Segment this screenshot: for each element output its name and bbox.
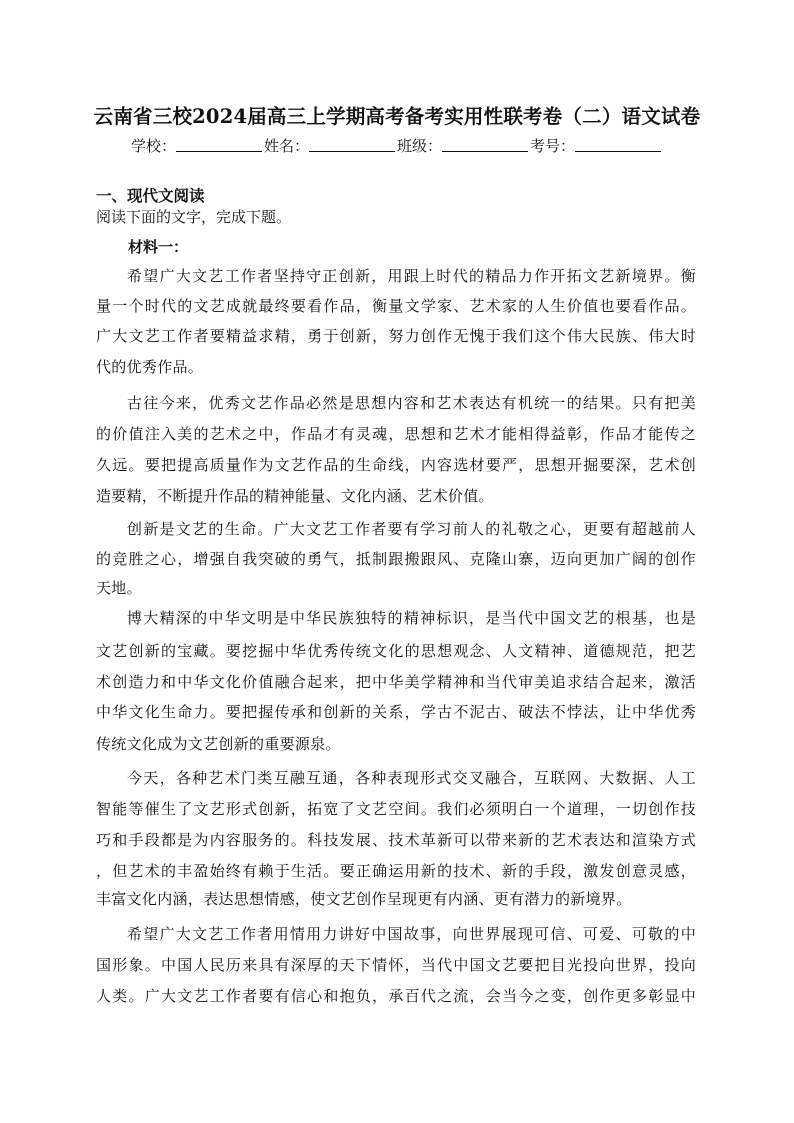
text-line: 代的优秀作品。 [96,358,204,376]
school-blank[interactable] [176,136,262,152]
text-line: 的竞胜之心，增强自我突破的勇气，抵制跟搬跟风、克隆山寨，迈向更加广阔的创作 [96,550,696,568]
text-line: 巧和手段都是为内容服务的。科技发展、技术革新可以带来新的艺术表达和渲染方式 [96,831,696,849]
text-line: 今天，各种艺术门类互融互通，各种表现形式交叉融合，互联网、大数据、人工 [127,769,696,787]
exam-number-label: 考号： [530,137,576,155]
text-line: 造要精，不断提升作品的精神能量、文化内涵、艺术价值。 [96,487,494,505]
exam-title: 云南省三校2024届高三上学期高考备考实用性联考卷（二）语文试卷 [93,105,701,128]
student-info-line [0,135,794,156]
text-line: 希望广大文艺工作者坚持守正创新，用跟上时代的精品力作开拓文艺新境界。衡 [127,267,696,285]
text-line: 中华文化生命力。要把握传承和创新的关系，学古不泥古、破法不悖法，让中华优秀 [96,703,696,721]
class-blank[interactable] [442,136,528,152]
text-line: 传统文化成为文艺创新的重要源泉。 [96,735,341,753]
text-line: ，但艺术的丰盈始终有赖于生活。要正确运用新的技术、新的手段，激发创意灵感， [96,862,696,880]
class-label: 班级： [397,137,443,155]
text-line: 广大文艺工作者要精益求精，勇于创新，努力创作无愧于我们这个伟大民族、伟大时 [96,327,696,345]
section-heading: 一、现代文阅读 [96,187,205,205]
text-line: 博大精深的中华文明是中华民族独特的精神标识，是当代中国文艺的根基，也是 [127,609,696,627]
material-label: 材料一： [128,238,189,256]
name-blank[interactable] [309,136,395,152]
text-line: 久远。要把提高质量作为文艺作品的生命线，内容选材要严，思想开掘要深，艺术创 [96,456,696,474]
text-line: 智能等催生了文艺形式创新，拓宽了文艺空间。我们必须明白一个道理，一切创作技 [96,800,696,818]
text-line: 天地。 [96,579,142,597]
text-line: 文艺创新的宝藏。要挖掘中华优秀传统文化的思想观念、人文精神、道德规范，把艺 [96,642,696,660]
school-label: 学校： [130,137,176,155]
text-line: 的价值注入美的艺术之中，作品才有灵魂，思想和艺术才能相得益彰，作品才能传之 [96,425,696,443]
text-line: 量一个时代的文艺成就最终要看作品，衡量文学家、艺术家的人生价值也要看作品。 [96,297,696,315]
text-line: 古往今来，优秀文艺作品必然是思想内容和艺术表达有机统一的结果。只有把美 [127,394,696,412]
text-line: 国形象。中国人民历来具有深厚的天下情怀，当代中国文艺要把目光投向世界，投向 [96,956,696,974]
exam-number-blank[interactable] [575,136,661,152]
text-line: 人类。广大文艺工作者要有信心和抱负，承百代之流，会当今之变，创作更多彰显中 [96,987,696,1005]
text-line: 希望广大文艺工作者用情用力讲好中国故事，向世界展现可信、可爱、可敬的中 [127,925,696,943]
text-line: 术创造力和中华文化价值融合起来，把中华美学精神和当代审美追求结合起来，激活 [96,673,696,691]
text-line: 创新是文艺的生命。广大文艺工作者要有学习前人的礼敬之心，更要有超越前人 [127,520,696,538]
section-instruction: 阅读下面的文字，完成下题。 [96,208,292,226]
name-label: 姓名： [263,137,309,155]
text-line: 丰富文化内涵，表达思想情感，使文艺创作呈现更有内涵、更有潜力的新境界。 [96,890,632,908]
